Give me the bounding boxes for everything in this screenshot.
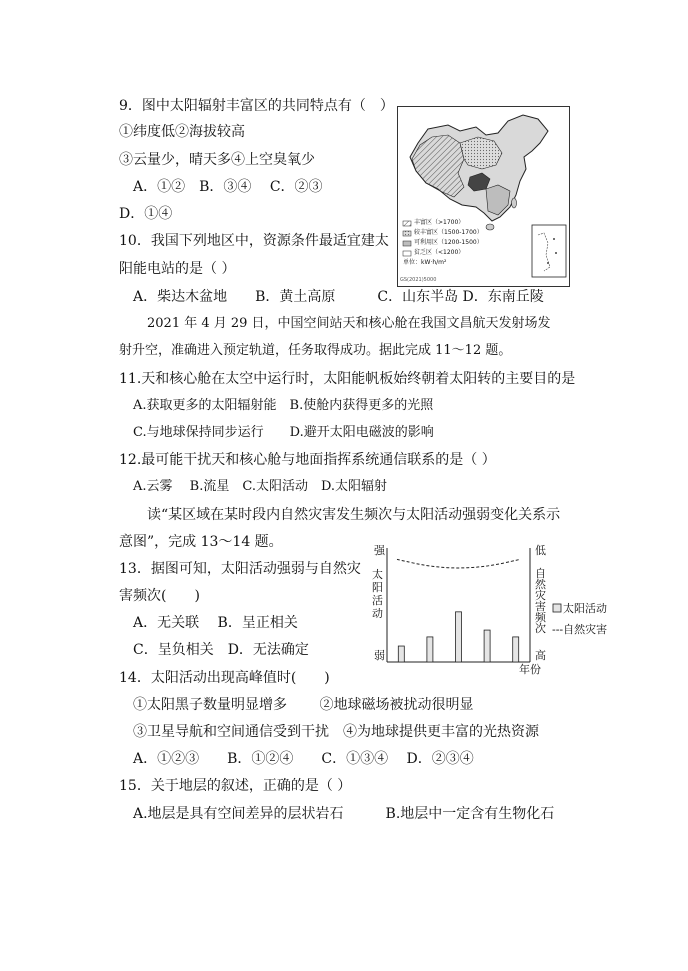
legend-relatively-rich: 较丰富区（1500-1700） xyxy=(414,229,483,236)
legend-solar-activity: 太阳活动 xyxy=(563,602,607,615)
q15-stem: 15．关于地层的叙述，正确的是（ ） xyxy=(119,778,352,794)
q10-options: A．柴达木盆地 B．黄土高原 C．山东半岛 D．东南丘陵 xyxy=(133,289,544,305)
left-axis-label: 太阳活动 xyxy=(372,568,383,620)
right-axis-label: 自然灾害频次 xyxy=(535,567,546,635)
solar-activity-bar xyxy=(513,637,519,662)
disaster-dashed-curve xyxy=(397,559,520,568)
legend-bar-swatch xyxy=(553,604,561,612)
q12-options: A.云雾 B.流星 C.太阳活动 D.太阳辐射 xyxy=(133,479,388,494)
legend-usable: 可利用区（1200-1500） xyxy=(414,239,483,246)
legend-natural-disaster: ---自然灾害 xyxy=(552,623,608,636)
passage1-line1: 2021 年 4 月 29 日，中国空间站天和核心舱在我国文昌航天发射场发 xyxy=(147,316,551,331)
solar-disaster-chart xyxy=(366,540,618,680)
right-axis-top-label: 低 xyxy=(535,544,546,557)
q14-options: A．①②③ B．①②④ C．①③④ D．②③④ xyxy=(133,751,474,767)
legend-unit: 单位：kW·h/m² xyxy=(403,259,447,266)
passage1-line2: 射升空，准确进入预定轨道，任务取得成功。据此完成 11～12 题。 xyxy=(119,343,512,358)
passage2-line2: 意图”，完成 13～14 题。 xyxy=(119,534,283,550)
map-code: GS(2021)5000 xyxy=(400,277,437,283)
q9-statements-2: ③云量少，晴天多④上空臭氧少 xyxy=(119,152,315,168)
q9-option-d: D．①④ xyxy=(119,206,173,222)
q14-statements-2: ③卫星导航和空间通信受到干扰 ④为地球提供更丰富的光热资源 xyxy=(133,724,539,740)
solar-activity-bar xyxy=(398,646,404,662)
q11-stem: 11.天和核心舱在太空中运行时，太阳能帆板始终朝着太阳转的主要目的是 xyxy=(119,371,576,387)
q11-options-ab: A.获取更多的太阳辐射能 B.使舱内获得更多的光照 xyxy=(133,398,434,413)
china-solar-map xyxy=(397,106,570,287)
legend-poor: 贫乏区（<1200） xyxy=(414,249,465,256)
q13-stem-line2: 害频次( ) xyxy=(119,588,200,604)
q12-stem: 12.最可能干扰天和核心舱与地面指挥系统通信联系的是（ ） xyxy=(119,452,496,468)
q9-statements-1: ①纬度低②海拔较高 xyxy=(119,124,245,140)
passage2-line1: 读“某区域在某时段内自然灾害发生频次与太阳活动强弱变化关系示 xyxy=(147,507,561,523)
q13-options-ab: A．无关联 B．呈正相关 xyxy=(133,615,298,631)
q13-stem-line1: 13．据图可知，太阳活动强弱与自然灾 xyxy=(119,561,361,577)
right-axis-bottom-label: 高 xyxy=(535,649,546,662)
left-axis-top-label: 强 xyxy=(374,544,385,557)
q14-stem: 14．太阳活动出现高峰值时( ) xyxy=(119,670,330,686)
q14-statements-1: ①太阳黑子数量明显增多 ②地球磁场被扰动很明显 xyxy=(133,697,474,713)
q15-options: A.地层是具有空间差异的层状岩石 B.地层中一定含有生物化石 xyxy=(133,806,555,822)
solar-activity-bar xyxy=(456,612,462,662)
solar-activity-bar xyxy=(484,630,490,662)
legend-rich: 丰富区（>1700） xyxy=(414,219,465,226)
q11-options-cd: C.与地球保持同步运行 D.避开太阳电磁波的影响 xyxy=(133,425,434,440)
left-axis-bottom-label: 弱 xyxy=(374,649,385,662)
solar-activity-bar xyxy=(427,637,433,662)
q9-options-abc: A．①② B．③④ C．②③ xyxy=(133,179,323,195)
q10-stem-line1: 10．我国下列地区中，资源条件最适宜建太 xyxy=(119,233,389,249)
x-axis-label: 年份 xyxy=(519,663,541,676)
q10-stem-line2: 阳能电站的是（ ） xyxy=(119,261,236,277)
q13-options-cd: C．呈负相关 D．无法确定 xyxy=(133,642,309,658)
q9-stem: 9．图中太阳辐射丰富区的共同特点有（ ） xyxy=(119,98,394,114)
